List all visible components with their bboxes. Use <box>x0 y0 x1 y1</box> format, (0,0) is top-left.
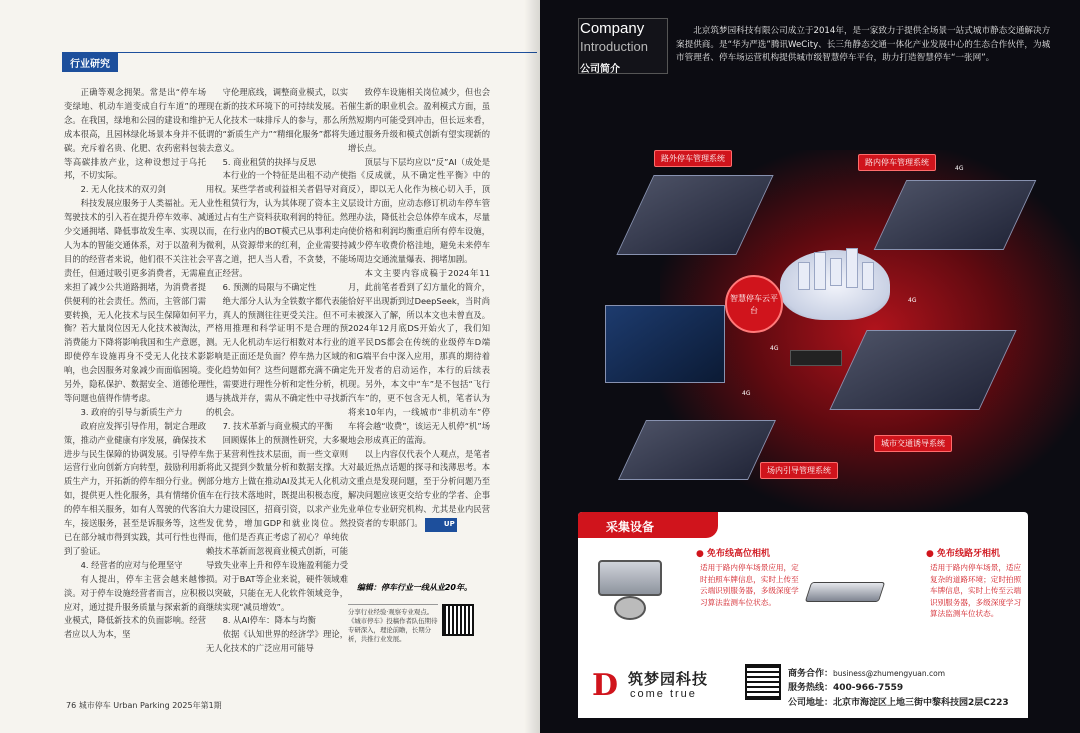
company-intro: 北京筑梦园科技有限公司成立于2014年，是一家致力于提供全场景一站式城市静态交通解决方案提供商。是“华为严选”腾讯WeCity、长三角静态交通一体化产业发展中心的生态合作伙伴，为城市管理者、停车场运营机构提供城市级智慧停车平台，助力打造智慧停车“一张网”。 <box>676 26 1051 64</box>
contact-address-text: 北京市海淀区上地三街中黎科技园2层C223 <box>833 698 1009 708</box>
contact-hotline <box>788 680 903 693</box>
tag-4g: 4G <box>955 165 964 172</box>
label-indoor-guidance: 场内引导管理系统 <box>760 462 838 479</box>
gateway-device <box>790 350 842 366</box>
company-subtitle-en: Introduction <box>580 39 648 54</box>
qr-code-icon <box>745 664 781 700</box>
paragraph: 本行业的一个特征是出租不动产使用权。某些学者或利益相关者倡导对商业性租赁行为，认为其体现了资本主义通过占有生产资料获取利润的特征。然而，在行业内的BOT模式已从事利走向微利，从资源带来的红利，企业需要持平喜之道，把人当人看，不贪婪，不能直正经营。 <box>206 170 348 278</box>
contact-email: business@zhumengyuan.com <box>833 669 946 678</box>
server-building <box>846 248 858 288</box>
paragraph: 政府应发挥引导作用，制定合理政策，推动产业健康有序发展，确保技术进步与民生保障的协调发展。引导停车运营行业向创新方向转型，鼓励利用新质生产力，开拓新的停车细分行业。例如，提供更人性化服务，具有情绪价值的停车相关服务，如有人驾驶的代客泊车，接送服务，甚至是诉服务等，这些已在部分城市得到实践，其可行性也得到了验证。 <box>64 420 206 556</box>
footnote: 分享行业经验·观察专业观点。《城市停车》投稿作者队伍期待专研深入，理论前瞻，长期分析，共推行业发展。 <box>348 604 438 644</box>
tag-4g: 4G <box>742 390 751 397</box>
tag-4g: 4G <box>908 297 917 304</box>
devices-header: 采集设备 <box>578 512 718 538</box>
contact-label: 公司地址： <box>788 698 834 708</box>
product-1-desc: 适用于路内停车场景应用，定时拍照车牌信息，实时上传至云端识别服务器，多级深度学习算法监测车位状态。 <box>700 563 799 607</box>
label-inroad-parking: 路内停车管理系统 <box>858 154 936 171</box>
server-building <box>862 262 874 290</box>
company-title-cn: 公司简介 <box>580 64 620 75</box>
server-building <box>830 258 842 286</box>
qr-code-icon <box>442 604 474 636</box>
company-title-en: Company <box>580 20 645 37</box>
smart-cloud-badge: 智慧停车云平台 <box>725 275 783 333</box>
contact-address <box>788 695 1009 708</box>
section-tag-label: 行业研究 <box>62 53 118 72</box>
camera-dome <box>614 596 646 620</box>
contact-phone: 400-966-7559 <box>833 683 904 693</box>
paragraph: 依据《认知世界的经济学》理论，无人化技术的广泛应用可能导 <box>206 629 348 654</box>
server-building <box>814 252 826 290</box>
dashboard-screen <box>605 305 725 383</box>
subheading: 4. 经营者的应对与伦理坚守 <box>80 559 183 570</box>
gutter-shadow <box>524 0 540 733</box>
brand-name-en: come true <box>630 688 697 700</box>
product-2-title: ● 免布线路牙相机 <box>926 549 1000 559</box>
subheading: 2. 无人化技术的双刃剑 <box>80 184 166 195</box>
server-building <box>798 262 810 290</box>
paragraph: 守伦理底线，调整商业模式，以实现在新的技术环境下的可持续发展。若无人化技术一味排斥人的参与，那么所谓的“新质生产力”“精细化服务”都将失去意义。 <box>206 87 348 153</box>
contact-business <box>788 666 945 679</box>
subheading: 7. 技术革新与商业模式的平衡 <box>222 420 333 431</box>
product-1-title: ● 免布线高位相机 <box>696 549 770 559</box>
high-position-camera <box>598 560 662 596</box>
product-2-desc: 适用于路内停车场景，适应复杂的道路环境；定时拍照车牌信息，实时上传至云端识别服务器，多级深度学习算法监测车位状态。 <box>930 563 1022 618</box>
page-folio: 76 城市停车 Urban Parking 2025年第1期 <box>66 701 222 710</box>
subheading: 8. 从AI停车：降本与均衡 <box>222 615 316 626</box>
paragraph: 科技发展应服务于人类福祉。无人驾驶技术的引入若在提升停车效率、减少交通拥堵、降低事故发生率、实现以人为本的智能交通体系，对于以盈利为目的的经营者来说，他们很不关注社会责任，但通过吸引更多消费者，无需雇来担了减少公共道路拥堵，为消费者提供便利的社会责任。然而，主管部门需要转换，无人化技术与民生保障如何平衡？若大量岗位因无人化技术被淘汰，消费能力下降将影响我国和生产意愿，即使停车设施再身不受无人化技术影响，也会因服务对象减少而面临困境。另外，隐私保护、数据安全、道德伦理等问题也值得作情考虑。 <box>64 198 206 403</box>
subheading: 5. 商业租赁的抉择与反思 <box>222 156 317 167</box>
author-line: 编辑：停车行业一线从业20年。 <box>356 583 472 592</box>
contact-label: 商务合作： <box>788 669 834 679</box>
article-column-2 <box>206 86 348 664</box>
paragraph: 回顾媒体上的预测性研究，大多聚焦于某营利性技术层面，而一些文章则将此又提到少数量分析和数据支撑。大部分地方上做在推动AI及其无人化机动车在行技术落地时，既提出积极态度，大力建设园区，招商引资，以求产业先发优势，增加GDP和就业岗位。然而，他们是否真正考虑了初心？单纯依赖技术革新而忽视商业模式创新，可能导致失业率上升和停车设施盈利能力受损。对于BAT等企业来说，硬件领域难以突破，只能在无人化软件领域竞争，继续实现“减员增效”。 <box>206 434 348 612</box>
subheading: 6. 预测的局限与不确定性 <box>222 281 317 292</box>
article-column-1 <box>64 86 206 664</box>
paragraph: 有人提出，停车主营会越来越惨淡。对于停车设施经营者而言，应积极应对，通过提升服务质量与探索新的商业模式，降低新技术的负面影响。经营者应以人为本，坚 <box>64 573 206 640</box>
article-column-3 <box>348 86 490 576</box>
paragraph: 绝大部分人认为全铁数字都代表能力，真人的预测往往更受关注。但不可严格用推理和科学证明不是合理的预测。无人化机动车运行相数对本行业的影响是正面还是负面？停车热力区域的变化趋势如何？这些问题都充满不确定性，需要进行理性分析和定性分析，机遇与挑战并存，需从不确定性中寻找新的机会。 <box>206 295 348 417</box>
paragraph: 致停车设施相关岗位减少，但也会催生新的职业机会。盈利模式方面，虽然短期内可能受到冲击，但长远来看，通过服务升级和模式创新有望实现新的增长点。 <box>348 87 490 153</box>
paragraph: 本文主要内容成稿于2024年11月，此前笔者看到了幻方量化的简介，恰好平出现新到过DeepSeek，当时尚未被深入了解，所以本文也未曾直及。2024年12月底DS开始火了，我们知道平民DS都会在传统的业级停车D端和G端平台中深入应用，那真的期待着先开发者的启动运作，本行的后续表现。另外，本文中“车”是不包括“飞行汽车”的，更不包含无人机，笔者认为将来10年内，一线城市“非机动车”停车将会越“收费”，该运无人机停“机”场地会形成真正的蓝海。 <box>348 267 490 445</box>
end-badge: UP <box>425 518 456 532</box>
curb-camera <box>805 582 885 602</box>
closing-text: 以上内容仅代表个人观点，是笔者对最近热点话题的探寻和浅薄思考。本文重点是发现问题，至于分析问题乃至解决问题应该更交给专业的学者、企事业单位专业研究机构、尤其是业内民营投资者的专职部门。 <box>348 448 490 529</box>
tag-4g: 4G <box>770 345 779 352</box>
section-tag <box>62 52 537 68</box>
brand-logo-mark: D <box>592 668 619 703</box>
label-city-guidance: 城市交通诱导系统 <box>874 435 952 452</box>
subheading: 3. 政府的引导与新质生产力 <box>80 406 183 417</box>
paragraph: 顶层与下层均应以“反”AI（成处是指《反成就，从不确定性平衡》中的反），即以无人化作为核心切入手，顶层设计方面，应动态修订机动车停车管理办法，降低社会总体停车成本，尽量使价格和利润均衡重启所有停车设施，减少停车收费价格洼地，避免未来停车场周边交通流量爆表、拥堵加剧。 <box>348 156 490 264</box>
paragraph: 正确等观念拥架。常是出“停车场变绿地、机动车道变成自行车道”的理念。在我国，绿地和公园的建设和维护成本很高，且园林绿化场景本身并不低碳。充斥着名贵、化肥、农药密料包装等高碳排放产业，这种设想过于乌托邦，不切实际。 <box>64 87 206 181</box>
label-offroad-parking: 路外停车管理系统 <box>654 150 732 167</box>
paragraph <box>348 448 490 532</box>
contact-label: 服务热线： <box>788 683 834 693</box>
brand-name-cn: 筑梦园科技 <box>628 670 709 688</box>
